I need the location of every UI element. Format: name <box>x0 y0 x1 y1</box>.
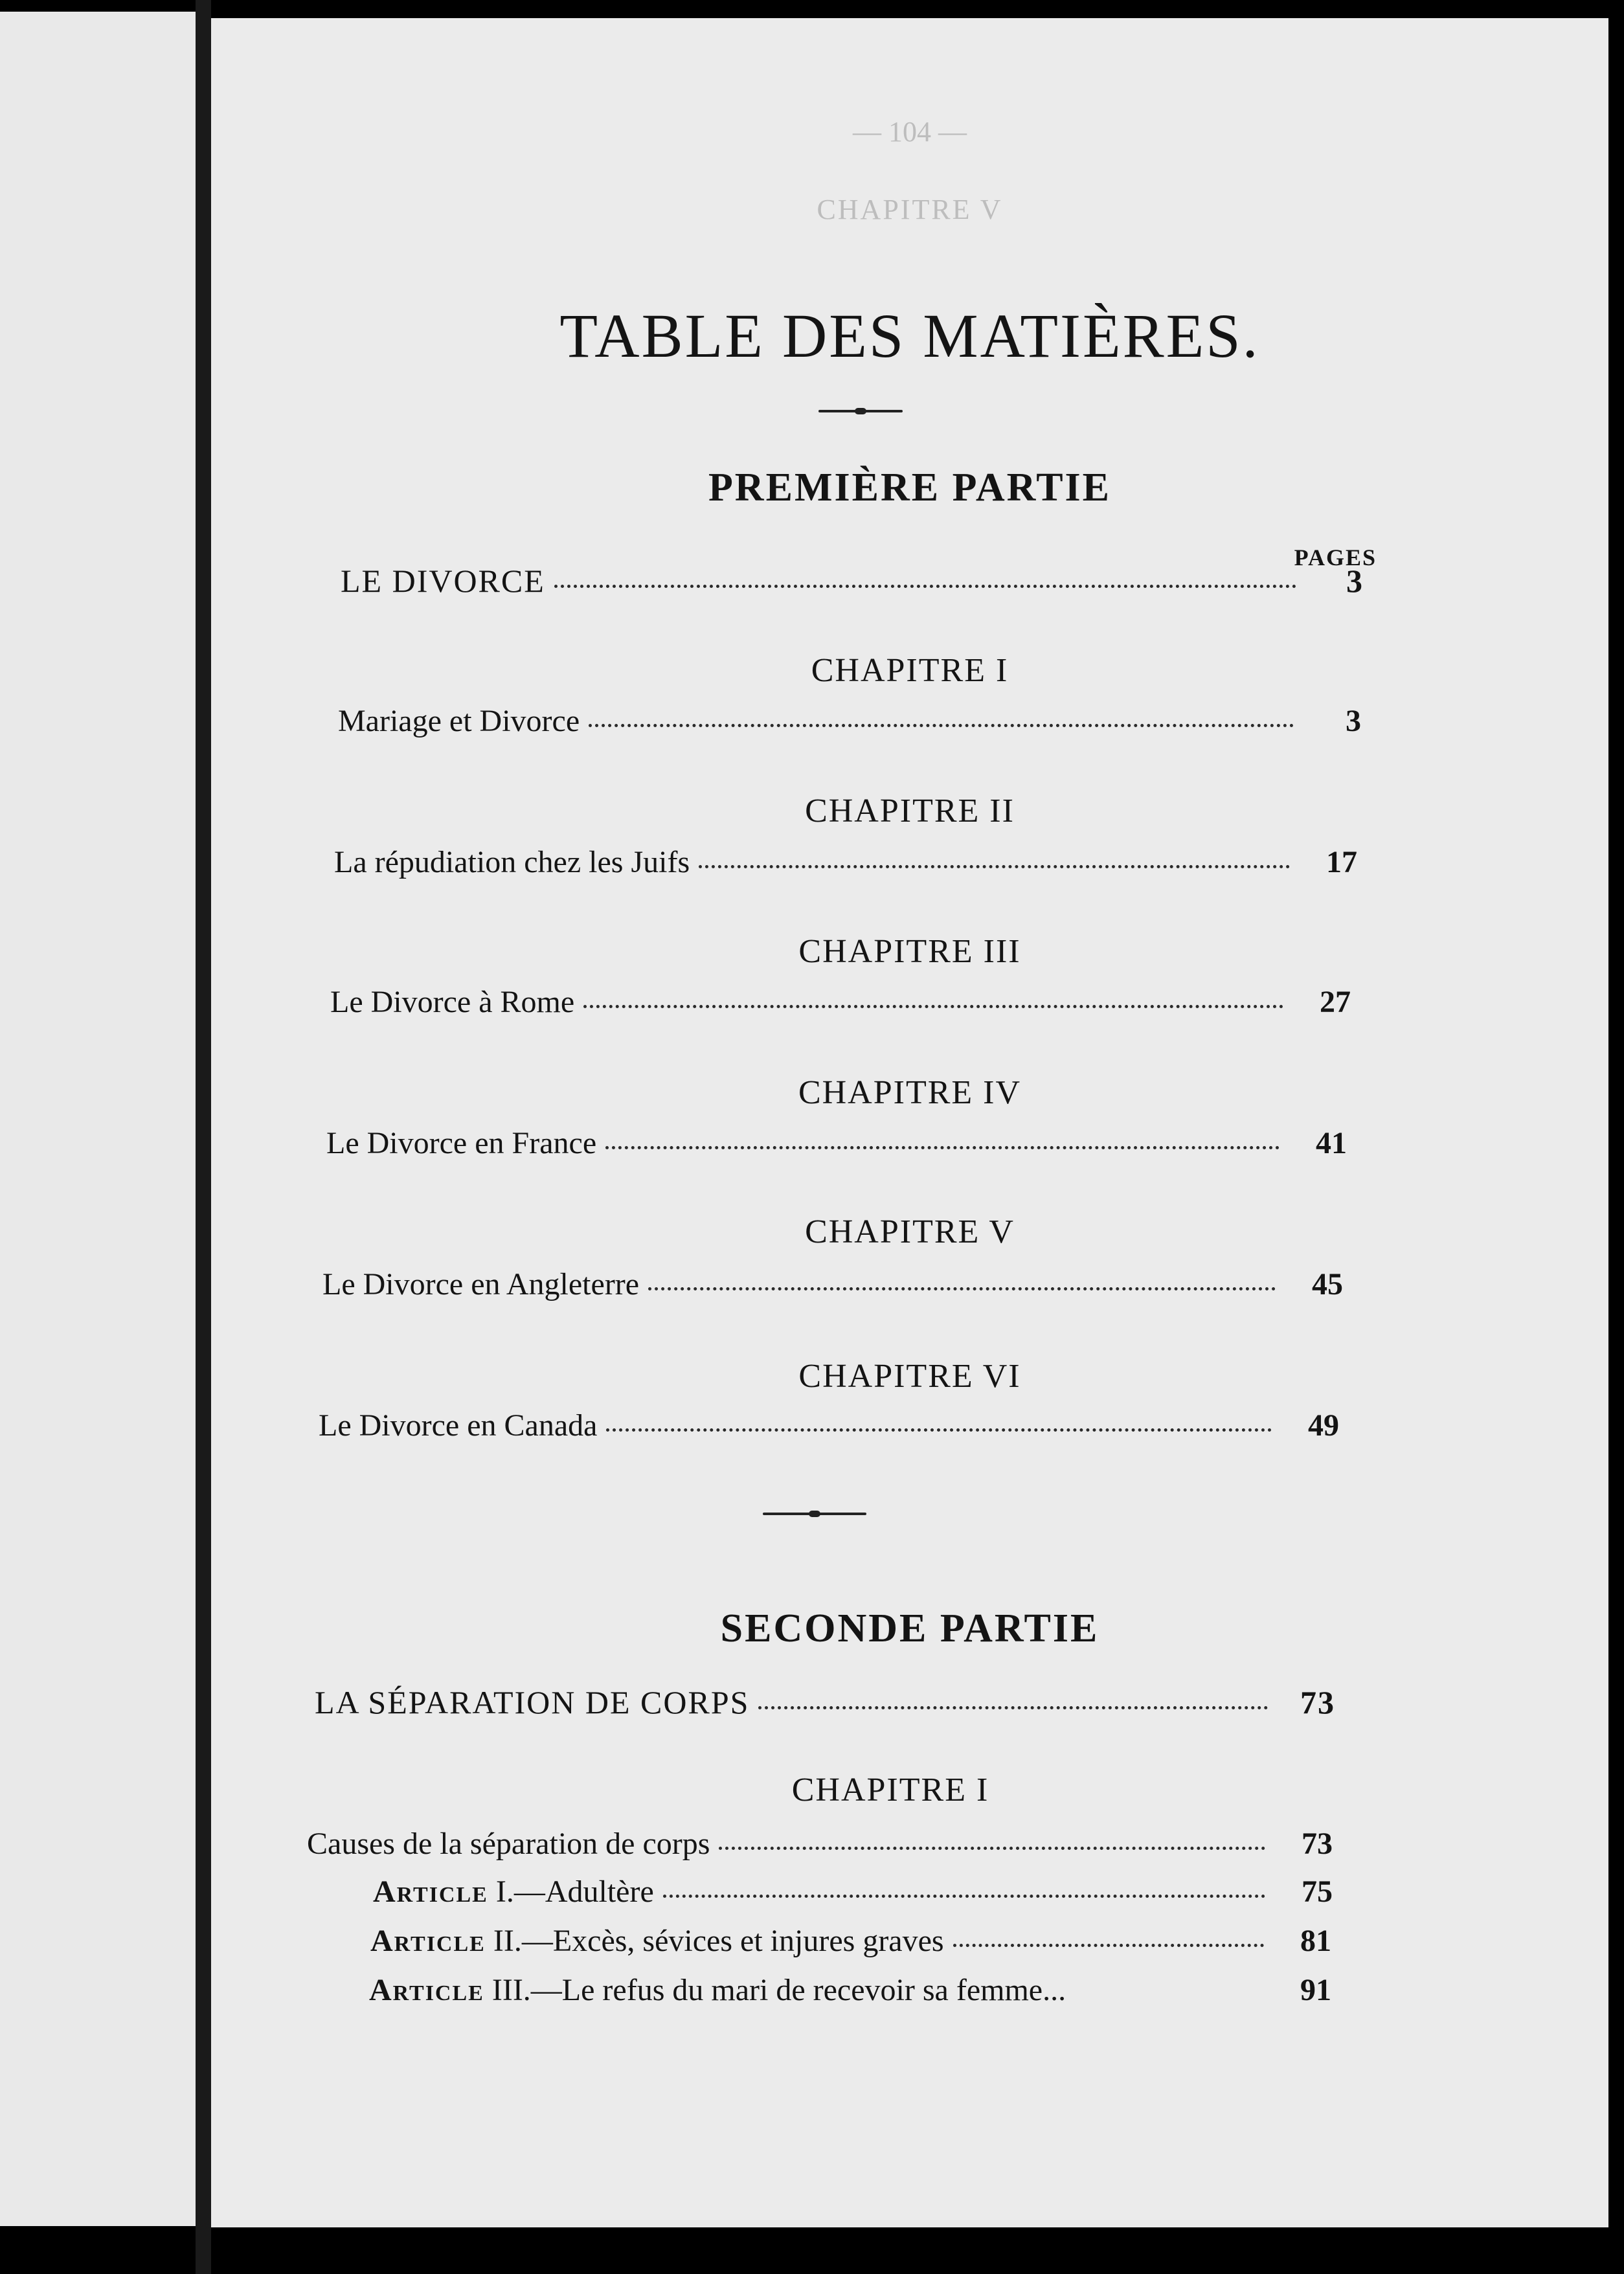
leader-dots <box>719 1847 1265 1850</box>
toc-entry-article-1[interactable] <box>373 1874 1333 1915</box>
article-prefix: Article <box>370 1924 486 1958</box>
chapter-heading: CHAPITRE VI <box>798 1358 1021 1395</box>
article-title: I.—Adultère <box>495 1874 654 1909</box>
toc-entry-label: LE DIVORCE <box>341 563 545 599</box>
toc-entry-le-divorce[interactable] <box>341 562 1364 603</box>
toc-entry-chapter-5[interactable] <box>322 1266 1343 1308</box>
leader-dots <box>554 585 1296 588</box>
chapter-heading: CHAPITRE III <box>798 933 1021 970</box>
toc-entry-label: Le Divorce en Canada <box>319 1408 598 1443</box>
leader-dots <box>606 1428 1272 1432</box>
part-one-heading: PREMIÈRE PARTIE <box>708 466 1112 510</box>
toc-entry-label: Causes de la séparation de corps <box>307 1827 710 1861</box>
chapter-heading: CHAPITRE I <box>811 652 1009 689</box>
part-divider <box>763 1513 866 1515</box>
article-prefix: Article <box>369 1973 484 2007</box>
toc-entry-article-3[interactable] <box>369 1972 1331 2014</box>
bleed-through-running-head: CHAPITRE V <box>817 194 1003 225</box>
part-two-heading: SECONDE PARTIE <box>720 1606 1100 1650</box>
toc-entry-chapter-4[interactable] <box>326 1125 1347 1167</box>
chapter-heading: CHAPITRE II <box>805 793 1015 829</box>
toc-entry-page: 81 <box>1300 1924 1331 1958</box>
toc-entry-label <box>373 1874 654 1909</box>
toc-entry-label <box>369 1972 1066 2008</box>
toc-entry-page: 17 <box>1326 845 1357 879</box>
leader-dots <box>953 1944 1264 1947</box>
toc-entry-label: LA SÉPARATION DE CORPS <box>315 1684 750 1720</box>
toc-entry-page: 49 <box>1308 1408 1339 1443</box>
chapter-heading: CHAPITRE I <box>791 1772 989 1808</box>
title-divider <box>818 410 903 412</box>
toc-entry-separation-de-corps[interactable] <box>315 1683 1335 1725</box>
book-gutter <box>196 0 211 2274</box>
toc-entry-page: 73 <box>1300 1684 1335 1720</box>
document-page <box>211 18 1608 2227</box>
page-title: TABLE DES MATIÈRES. <box>559 301 1260 370</box>
leader-dots <box>605 1146 1280 1149</box>
toc-entry-chapter-6[interactable] <box>319 1408 1339 1449</box>
bleed-through-page-number: — 104 — <box>853 116 967 148</box>
toc-entry-chapter-3[interactable] <box>330 984 1351 1026</box>
toc-entry-label <box>370 1923 944 1959</box>
leader-dots <box>758 1706 1268 1709</box>
leader-dots <box>699 865 1290 868</box>
toc-entry-label: Mariage et Divorce <box>338 704 580 738</box>
leader-dots <box>663 1895 1265 1898</box>
toc-entry-page: 3 <box>1346 563 1364 599</box>
toc-entry-chapter-1[interactable] <box>338 703 1361 745</box>
chapter-heading: CHAPITRE V <box>805 1213 1015 1250</box>
toc-entry-page: 75 <box>1302 1874 1333 1909</box>
toc-entry-causes[interactable] <box>307 1826 1333 1867</box>
toc-entry-label: La répudiation chez les Juifs <box>334 845 690 879</box>
toc-entry-page: 41 <box>1316 1126 1347 1160</box>
toc-entry-label: Le Divorce en France <box>326 1126 597 1160</box>
article-title: III.—Le refus du mari de recevoir sa femme... <box>491 1973 1066 2007</box>
facing-page <box>0 12 196 2226</box>
article-prefix: Article <box>373 1874 488 1909</box>
toc-entry-page: 91 <box>1300 1973 1331 2007</box>
leader-dots <box>583 1005 1283 1008</box>
toc-entry-page: 45 <box>1312 1267 1343 1301</box>
toc-entry-label: Le Divorce en Angleterre <box>322 1267 640 1301</box>
toc-entry-page: 73 <box>1302 1827 1333 1861</box>
toc-entry-article-2[interactable] <box>370 1923 1331 1964</box>
toc-entry-page: 27 <box>1320 985 1351 1019</box>
article-title: II.—Excès, sévices et injures graves <box>493 1924 944 1958</box>
pages-column-header: PAGES <box>1294 545 1377 570</box>
toc-entry-label: Le Divorce à Rome <box>330 985 575 1019</box>
leader-dots <box>589 724 1294 727</box>
chapter-heading: CHAPITRE IV <box>798 1074 1022 1111</box>
toc-entry-chapter-2[interactable] <box>334 844 1357 886</box>
toc-entry-page: 3 <box>1346 704 1361 738</box>
leader-dots <box>648 1287 1276 1290</box>
